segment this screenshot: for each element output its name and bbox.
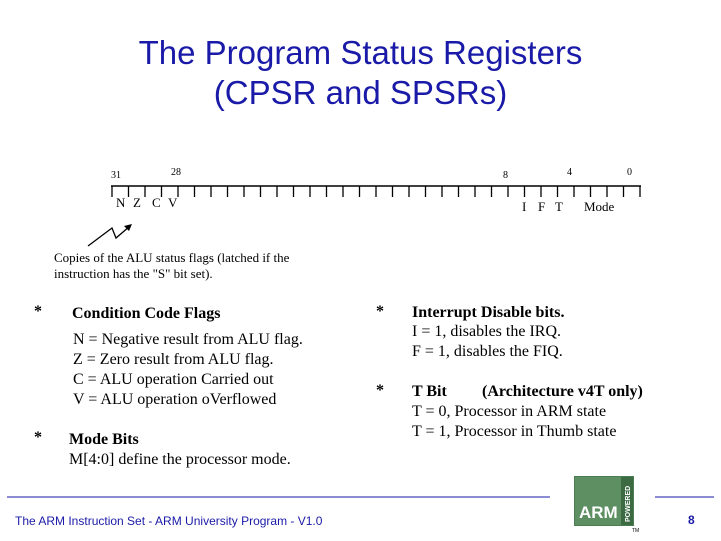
condition-flag-v-line: V = ALU operation oVerflowed [73,391,277,408]
flag-i: I [522,199,527,214]
arm-powered-logo [572,474,642,534]
mode-field-label: Mode [584,199,615,214]
mode-bits-line: M[4:0] define the processor mode. [69,451,291,468]
page-number: 8 [688,513,695,527]
flags-caption: Copies of the ALU status flags (latched if the instruction has the "S" bit set). [54,250,290,281]
t-bit-thumb-line: T = 1, Processor in Thumb state [412,423,617,440]
slide-title-line1: The Program Status Registers [138,34,583,71]
interrupt-bits-heading: Interrupt Disable bits. [412,304,565,321]
bit-number-4: 4 [567,167,572,178]
arm-logo-icon [572,474,642,534]
svg-text:ARM: ARM [579,503,618,522]
t-bit-heading: T Bit [412,383,447,400]
slide-title-line2: (CPSR and SPSRs) [213,74,508,111]
condition-flag-z-line: Z = Zero result from ALU flag. [73,351,274,368]
bullet-mode-bits: * [34,429,42,446]
bullet-condition-flags: * [34,303,42,320]
bullet-t-bit: * [376,382,384,399]
condition-flag-n-line: N = Negative result from ALU flag. [73,331,303,348]
flag-f: F [538,199,546,214]
bit-number-8: 8 [503,170,508,181]
flag-t: T [555,199,563,214]
bullet-interrupt-bits: * [376,303,384,320]
t-bit-architecture-note: (Architecture v4T only) [482,383,643,400]
flag-z: Z [133,195,141,210]
bit-number-0: 0 [627,167,632,178]
flag-c: C [152,195,161,210]
condition-flags-heading: Condition Code Flags [72,305,221,322]
t-bit-arm-line: T = 0, Processor in ARM state [412,403,607,420]
bit-number-31: 31 [111,170,121,181]
svg-text:TM: TM [632,528,640,534]
flag-n: N [116,195,126,210]
svg-text:POWERED: POWERED [625,485,632,522]
mode-bits-heading: Mode Bits [69,431,139,448]
interrupt-i-line: I = 1, disables the IRQ. [412,323,561,340]
interrupt-f-line: F = 1, disables the FIQ. [412,343,563,360]
flag-v: V [168,195,178,210]
footer-course-title: The ARM Instruction Set - ARM University Program - V1.0 [15,514,323,528]
condition-flag-c-line: C = ALU operation Carried out [73,371,274,388]
bit-number-28: 28 [171,167,181,178]
